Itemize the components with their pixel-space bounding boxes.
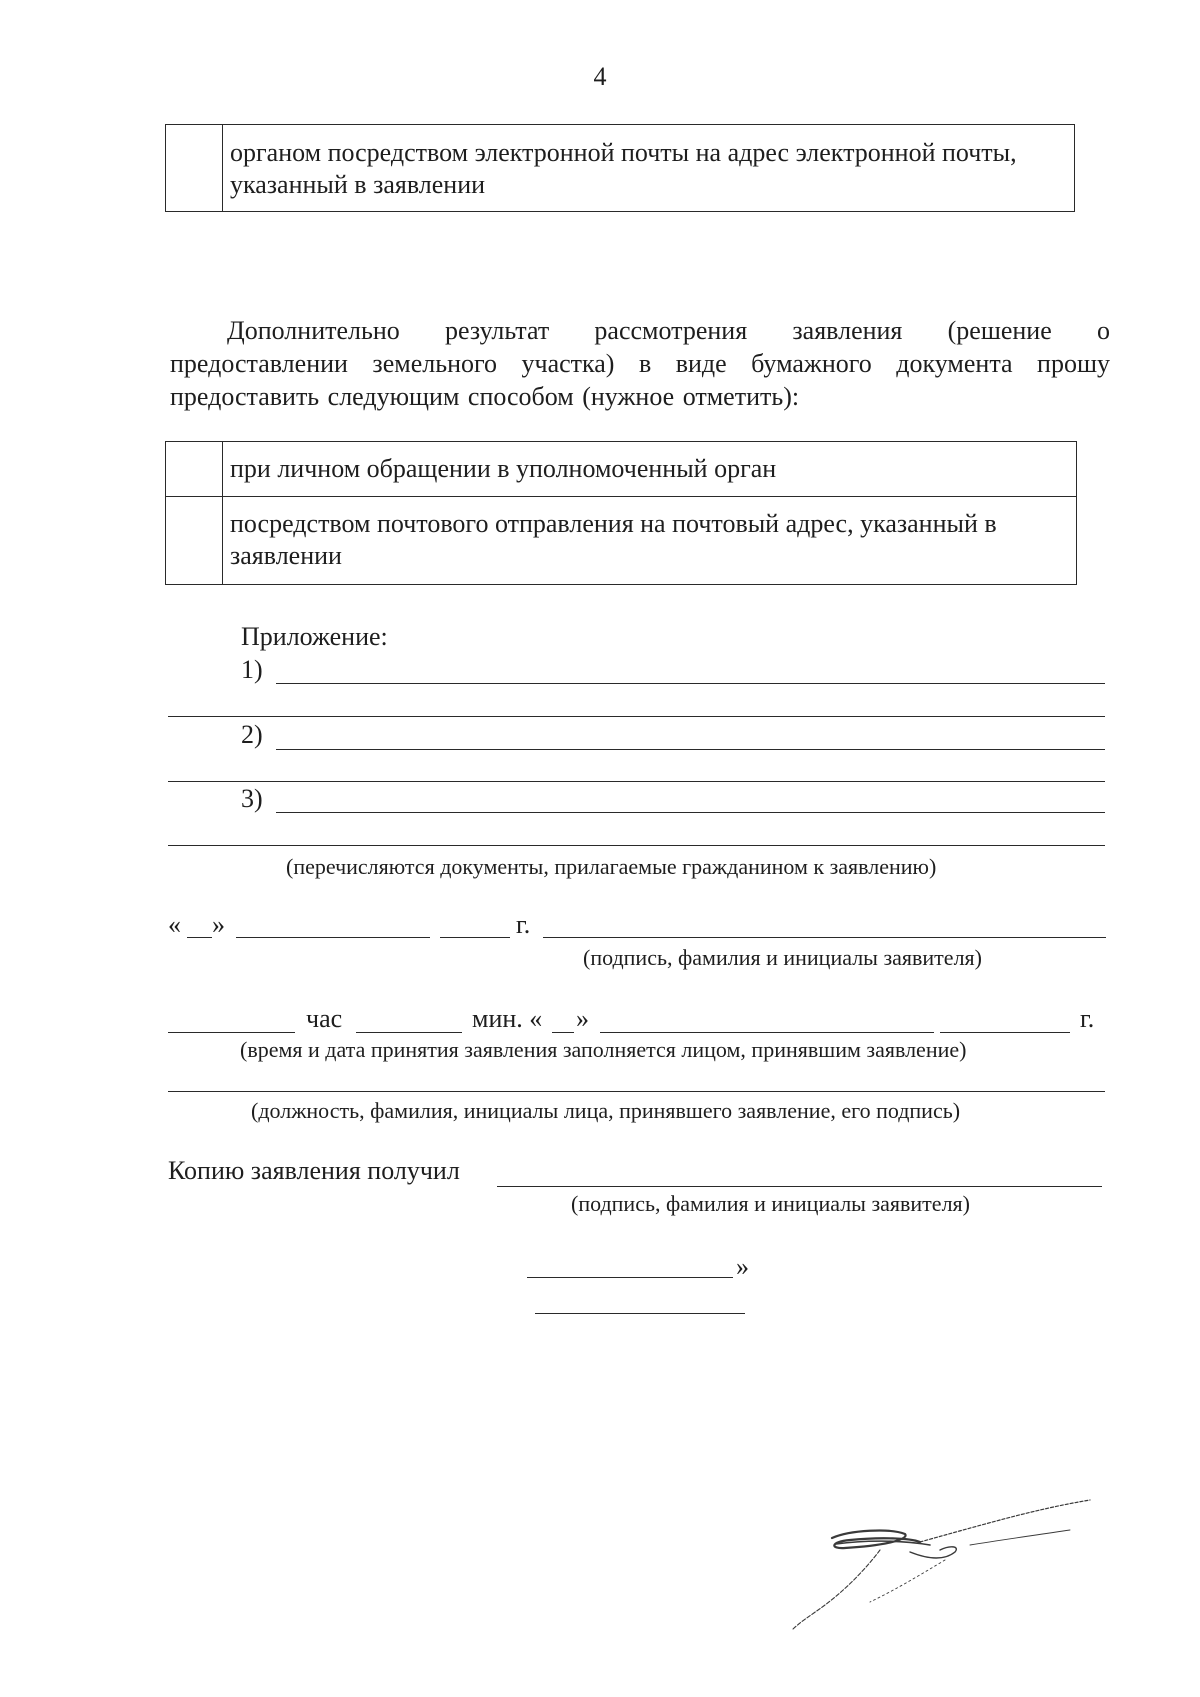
accept-minute-field[interactable] (356, 1032, 462, 1033)
attachment-line-3-cont[interactable] (168, 845, 1105, 846)
copy-received-label: Копию заявления получил (168, 1156, 460, 1185)
attachment-number-3: 3) (241, 784, 263, 813)
date-year-suffix: г. (516, 910, 531, 939)
handwritten-signature (770, 1490, 1100, 1640)
checkbox-cell-email[interactable] (166, 125, 223, 211)
closing-line-1 (527, 1277, 733, 1278)
copy-received-signature-field[interactable] (497, 1186, 1102, 1187)
accept-year-suffix: г. (1080, 1004, 1095, 1033)
attachments-caption: (перечисляются документы, прилагаемые гражданином к заявлению) (286, 854, 937, 879)
accept-year-field[interactable] (940, 1032, 1070, 1033)
accept-quote-close: » (576, 1004, 589, 1033)
attachment-number-2: 2) (241, 720, 263, 749)
attachment-line-2[interactable] (276, 749, 1105, 750)
date-month-field[interactable] (236, 937, 430, 938)
checkbox-cell-in-person[interactable] (166, 442, 222, 496)
date-year-field[interactable] (440, 937, 510, 938)
row-divider (166, 496, 1076, 497)
date-day-field[interactable] (187, 937, 212, 938)
option-in-person-label: при личном обращении в уполномоченный орган (230, 454, 777, 483)
attachment-line-3[interactable] (276, 812, 1105, 813)
accept-day-field[interactable] (552, 1032, 574, 1033)
accept-hour-field[interactable] (168, 1032, 295, 1033)
official-signature-field[interactable] (168, 1091, 1105, 1092)
applicant-signature-caption: (подпись, фамилия и инициалы заявителя) (583, 945, 982, 970)
attachment-number-1: 1) (241, 655, 263, 684)
date-open-quote: « (168, 910, 181, 939)
attachments-title: Приложение: (241, 622, 388, 651)
paper-result-paragraph: Дополнительно результат рассмотрения заявления (решение о предоставлении земельного участка) в виде бумажного документа прошу предоставить следующим способом (нужное отметить): (170, 316, 1110, 411)
minute-label: мин. « (472, 1004, 543, 1033)
copy-received-caption: (подпись, фамилия и инициалы заявителя) (571, 1191, 970, 1216)
hour-label: час (306, 1004, 343, 1033)
attachment-line-1[interactable] (276, 683, 1105, 684)
closing-line-2 (535, 1313, 745, 1314)
page-number: 4 (593, 62, 607, 91)
accept-month-field[interactable] (600, 1032, 934, 1033)
delivery-method-table-bottom (165, 441, 1077, 585)
attachment-line-1-cont[interactable] (168, 716, 1105, 717)
official-caption: (должность, фамилия, инициалы лица, принявшего заявление, его подпись) (251, 1098, 961, 1123)
option-email-label: органом посредством электронной почты на адрес электронной почты, указанный в заявлении (230, 138, 1017, 199)
attachment-line-2-cont[interactable] (168, 781, 1105, 782)
closing-quote: » (736, 1252, 749, 1281)
date-close-quote: » (212, 910, 225, 939)
checkbox-cell-post[interactable] (166, 497, 222, 585)
option-post-label: посредством почтового отправления на почтовый адрес, указанный в заявлении (230, 509, 997, 570)
delivery-method-table-top (165, 124, 1075, 212)
applicant-signature-field[interactable] (543, 937, 1106, 938)
acceptance-time-caption: (время и дата принятия заявления заполняется лицом, принявшим заявление) (240, 1037, 967, 1062)
